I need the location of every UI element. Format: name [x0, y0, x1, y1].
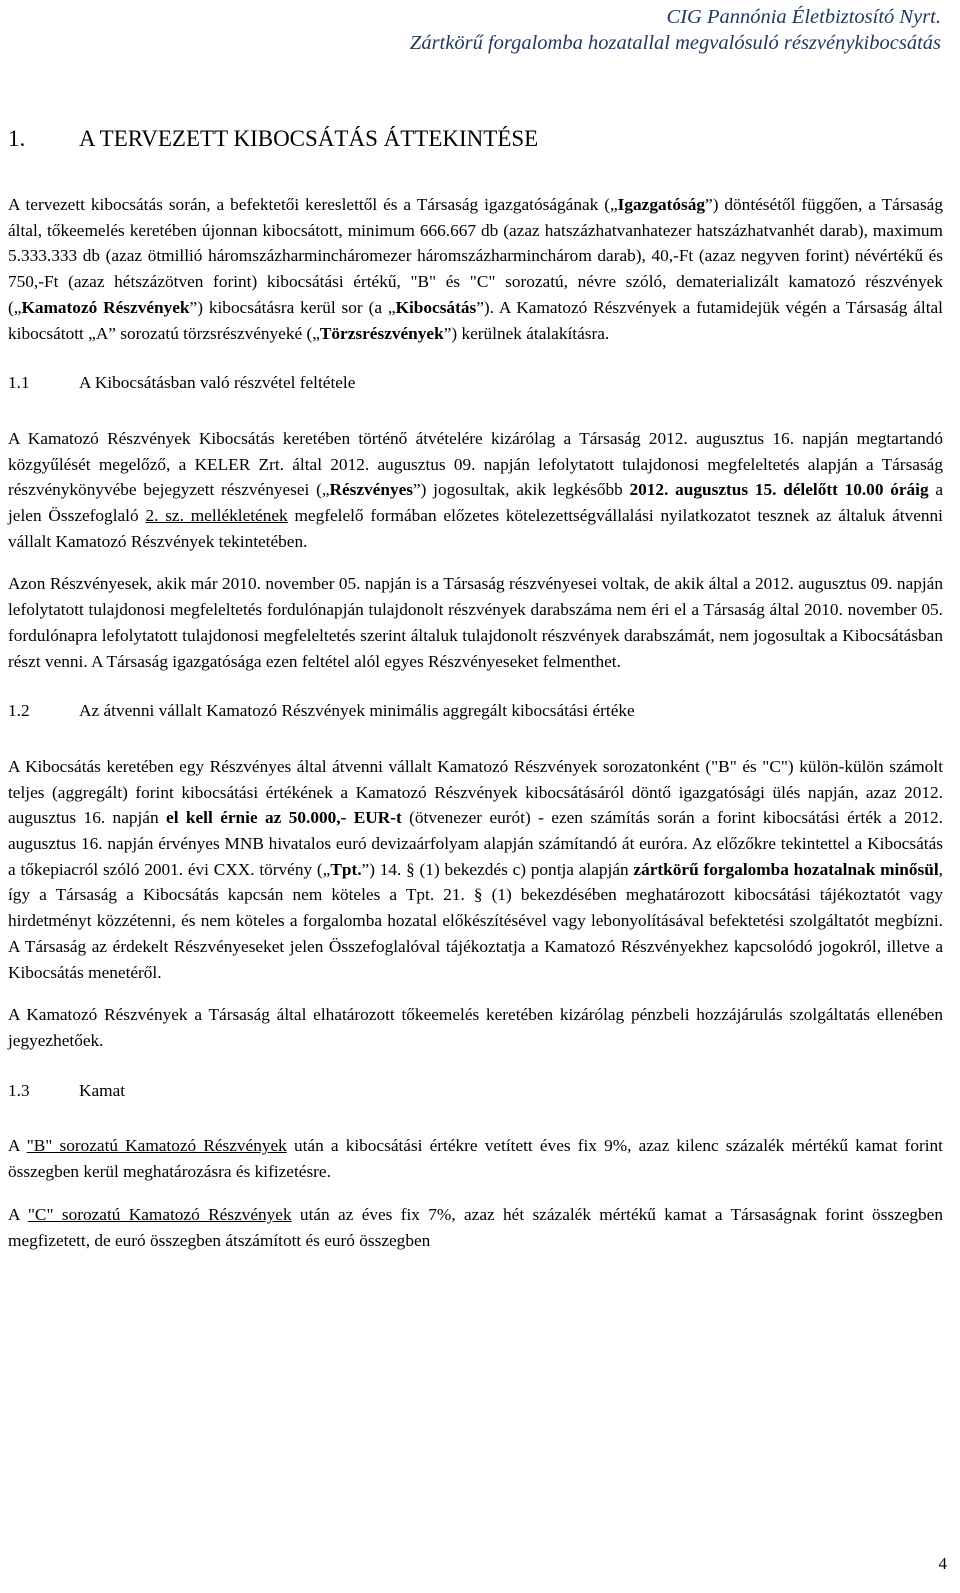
subsection-number: 1.3 [8, 1080, 30, 1100]
text-run: után a kibocsátási értékre vetített éves fix 9%, azaz kilenc százalék mértékű kamat forint összegben kerül meghatározásra és kifizetésre. [8, 1136, 943, 1182]
annex-link[interactable]: 2. sz. mellékletének [145, 506, 288, 526]
text-run: A Kamatozó Részvények Kibocsátás keretében történő átvételére kizárólag a Társaság 2012. augusztus 16. napján megtartandó közgyűlését megelőző, a KELER Zrt. által 2012. augusztus 09. napján lefolytatott tulajdonosi megfeleltetés alapján a Társaság részvénykönyvébe bejegyzett részvényesei („ [8, 428, 943, 500]
s12-paragraph-2: A Kamatozó Részvények a Társaság által elhatározott tőkeemelés keretében kizárólag pénzbeli hozzájárulás szolgáltatás ellenében jegyezhetőek. [8, 1005, 943, 1050]
series-b-link[interactable]: "B" sorozatú Kamatozó Részvények [26, 1136, 287, 1156]
text-run: ”) 14. § (1) bekezdés c) pontja alapján [361, 859, 634, 879]
text-run: , így a Társaság a Kibocsátás kapcsán nem köteles a Tpt. 21. § (1) bekezdésében meghatározott kibocsátási tájékoztatót vagy hirdetményt közzétenni, és nem köteles a forgalomba hozatal előkészítésével vagy lebonyolításával befektetési szolgáltatót megbízni. A Társaság az érdekelt Részvényeseket jelen Összefoglalóval tájékoztatja a Kamatozó Részvényekhez kapcsolódó jogokról, illetve a Kibocsátás menetéről. [8, 859, 943, 982]
text-run: után az éves fix 7%, azaz hét százalék mértékű kamat a Társaságnak forint összegben megfizetett, de euró összegben átszámított és euró összegben [8, 1204, 943, 1250]
threshold-text: el kell érnie az 50.000,- EUR-t [166, 808, 402, 828]
subsection-heading-1-3 [8, 1078, 943, 1104]
s12-paragraph-1 [8, 754, 943, 985]
text-run: ”) jogosultak, akik legkésőbb [413, 480, 630, 500]
subsection-title: Kamat [79, 1080, 126, 1100]
deadline-text: 2012. augusztus 15. délelőtt 10.00 óráig [629, 480, 929, 500]
term-kamatozo-reszvenyek: Kamatozó Részvények [21, 297, 190, 317]
term-tpt: Tpt. [330, 859, 362, 879]
document-body [8, 192, 943, 1253]
s11-paragraph-2: Azon Részvényesek, akik már 2010. november 05. napján is a Társaság részvényesei voltak, de akik által a 2012. augusztus 09. napján lefolytatott tulajdonosi megfeleltetés fordulónapján tulajdonolt részvények darabszáma nem éri el a Társaság által 2010. november 05. fordulónapra lefolytatott tulajdonosi megfeleltetés szerint általuk tulajdonolt részvények darabszámát, nem jogosultak a Kibocsátásban részt venni. A Társaság igazgatósága ezen feltétel alól egyes Részvényeseket felmenthet. [8, 574, 943, 671]
term-reszvenyes: Részvényes [329, 480, 414, 500]
text-run: A [8, 1204, 28, 1224]
text-run: ”) döntésétől függően, a Társaság által, tőkeemelés keretében újonnan kibocsátott, minimum 666.667 db (azaz hatszázhatvanhatezer hatszázhatvanhét darab), maximum 5.333.333 db (azaz ötmillió háromszázharmincháromezer háromszázharminchárom darab), 40,-Ft (azaz negyven forint) névértékű és 750,-Ft (azaz hétszázötven forint) kibocsátási értékű, "B" és "C" sorozatú, névre szóló, dematerializált kamatozó részvények („ [8, 195, 943, 317]
section-number: 1. [8, 126, 26, 151]
private-placement-text: zártkörű forgalomba hozatalnak minősül [633, 859, 939, 879]
section-heading: A TERVEZETT KIBOCSÁTÁS ÁTTEKINTÉSE [79, 126, 539, 151]
page-header [410, 4, 941, 56]
subsection-heading-1-1 [8, 370, 943, 396]
text-run: a jelen Összefoglaló [8, 480, 943, 526]
text-run: (ötvenezer eurót) - ezen számítás során a forint kibocsátási érték a 2012. augusztus 16. napján érvényes MNB hivatalos euró devizaárfolyam alapján számítandó át euróra. Az előzőkre tekintettel a Kibocsátás a tőkepiacról szóló 2001. évi CXX. törvény („ [8, 808, 944, 879]
subsection-title: A Kibocsátásban való részvétel feltétele [79, 373, 356, 393]
term-igazgatosag: Igazgatóság [617, 195, 706, 214]
s13-paragraph-2 [8, 1202, 943, 1253]
intro-paragraph [8, 192, 943, 346]
subsection-number: 1.2 [8, 701, 30, 721]
subsection-number: 1.1 [8, 373, 30, 393]
subsection-heading-1-2 [8, 698, 943, 724]
s11-paragraph-1 [8, 426, 943, 555]
section-title [8, 124, 538, 154]
s13-paragraph-1 [8, 1133, 943, 1184]
text-run: ”). A Kamatozó Részvények a futamidejük végén a Társaság által kibocsátott „A” sorozatú törzsrészvényeké („ [8, 297, 943, 343]
text-run: A [8, 1136, 27, 1156]
text-run: A tervezett kibocsátás során, a befektetői kereslettől és a Társaság igazgatóságának („ [8, 195, 618, 214]
subsection-title: Az átvenni vállalt Kamatozó Részvények minimális aggregált kibocsátási értéke [79, 701, 635, 721]
text-run: megfelelő formában előzetes kötelezettségvállalási nyilatkozatot tesznek az általuk átvenni vállalt Kamatozó Részvények tekintetében. [8, 506, 943, 551]
text-run: ”) kibocsátásra kerül sor (a „ [189, 297, 396, 317]
term-torzsreszvenyek: Törzsrészvények [319, 323, 444, 343]
header-subtitle: Zártkörű forgalomba hozatallal megvalósuló részvénykibocsátás [409, 32, 941, 54]
term-kibocsatas: Kibocsátás [395, 297, 477, 317]
page-number: 4 [938, 1554, 947, 1573]
text-run: A Kibocsátás keretében egy Részvényes által átvenni vállalt Kamatozó Részvények sorozatonként ("B" és "C") külön-külön számolt teljes (aggregált) forint kibocsátási értékének a Kamatozó Részvények kibocsátásáról döntő igazgatósági ülés napján, azaz 2012. augusztus 16. napján [8, 756, 943, 828]
series-c-link[interactable]: "C" sorozatú Kamatozó Részvények [27, 1204, 292, 1224]
header-company: CIG Pannónia Életbiztosító Nyrt. [666, 6, 941, 28]
text-run: ”) kerülnek átalakításra. [443, 323, 610, 343]
